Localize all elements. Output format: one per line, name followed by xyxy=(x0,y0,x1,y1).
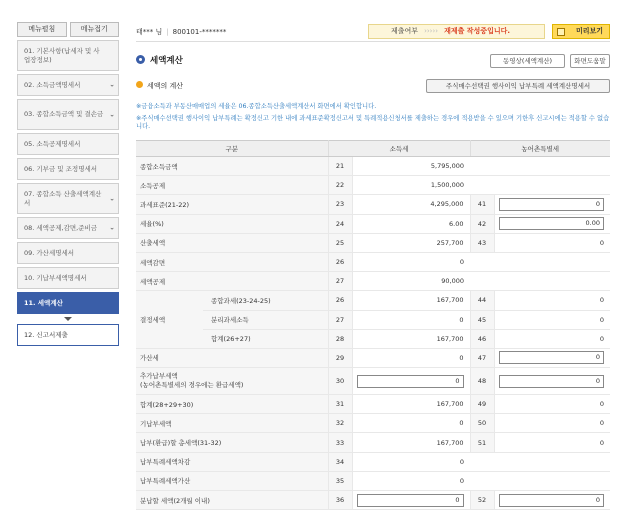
sidebar-item-label: 12. 신고서제출 xyxy=(24,330,68,339)
income-tax-value-cell: 0 xyxy=(352,471,470,490)
income-tax-value-cell: 0 xyxy=(352,452,470,471)
sidebar-item[interactable] xyxy=(17,133,119,155)
sidebar-item[interactable] xyxy=(17,40,119,71)
table-row xyxy=(136,176,610,195)
row-label-sub: (농어촌특별세의 경우에는 환급세액) xyxy=(140,381,244,390)
submission-status xyxy=(368,24,545,39)
sidebar-item[interactable] xyxy=(17,242,119,264)
row-label: 납부(환급)할 총세액(31-32) xyxy=(136,433,328,452)
sidebar-item[interactable] xyxy=(17,99,119,130)
row-code-rural: 45 xyxy=(470,310,494,329)
income-tax-value-cell: 257,700 xyxy=(352,233,470,252)
row-code: 29 xyxy=(328,348,352,367)
status-label: 제출여부 xyxy=(391,27,419,35)
chevron-down-icon[interactable]: ⌄ xyxy=(109,223,115,232)
income-tax-value-cell: 5,795,000 xyxy=(352,157,470,176)
sidebar-item-label: 11. 세액계산 xyxy=(24,298,63,307)
income-tax-value-cell: 0 xyxy=(352,414,470,433)
sidebar-item[interactable] xyxy=(17,74,119,96)
row-code: 35 xyxy=(328,471,352,490)
table-row xyxy=(136,348,610,367)
rural-tax-value-cell: 0 xyxy=(494,395,610,414)
income-tax-value-cell xyxy=(352,368,470,395)
header-rural-tax: 농어촌특별세 xyxy=(470,141,610,157)
status-dots: ››››› xyxy=(424,27,439,35)
header-income-tax: 소득세 xyxy=(328,141,470,157)
row-code-rural: 51 xyxy=(470,433,494,452)
rural-tax-value-input[interactable]: 0 xyxy=(499,351,605,364)
row-code: 32 xyxy=(328,414,352,433)
table-row xyxy=(136,214,610,233)
income-tax-value-input[interactable]: 0 xyxy=(357,494,464,507)
status-value: 재제출 작성중입니다. xyxy=(444,27,511,35)
row-label: 소득공제 xyxy=(136,176,328,195)
header xyxy=(136,22,610,42)
sidebar-item-label: 09. 가산세명세서 xyxy=(24,248,75,257)
income-tax-value-cell: 0 xyxy=(352,252,470,271)
rural-tax-value-input[interactable]: 0 xyxy=(499,198,605,211)
row-code-rural: 49 xyxy=(470,395,494,414)
sidebar-item[interactable] xyxy=(17,267,119,289)
row-label: 납부특례세액가산 xyxy=(136,471,328,490)
notice-stock-option: ※주식매수선택권 행사이익 납부특례는 확정신고 기한 내에 과세표준확정신고서 및 특례적용신청서를 제출하는 경우에 적용받을 수 있으며 기한후 신고시에는 적용할 수 없습니다. xyxy=(136,115,610,130)
row-code-rural: 52 xyxy=(470,491,494,510)
sidebar-item[interactable] xyxy=(17,292,119,314)
row-code: 26 xyxy=(328,291,352,310)
sidebar xyxy=(17,22,119,349)
row-code: 31 xyxy=(328,395,352,414)
table-row xyxy=(136,291,610,310)
header-category: 구분 xyxy=(136,141,328,157)
income-tax-value-cell: 0 xyxy=(352,348,470,367)
sidebar-item-label: 08. 세액공제,감면,준비금 xyxy=(24,223,98,232)
sidebar-item-label: 06. 기부금 및 조정명세서 xyxy=(24,164,98,173)
chevron-down-icon[interactable]: ⌄ xyxy=(109,194,115,202)
row-label: 과세표준(21-22) xyxy=(136,195,328,214)
table-row xyxy=(136,491,610,510)
row-code: 26 xyxy=(328,252,352,271)
income-tax-value-cell: 6.00 xyxy=(352,214,470,233)
arrow-down-icon xyxy=(64,317,72,321)
row-label: 종합과세(23-24-25) xyxy=(203,291,328,310)
row-code: 23 xyxy=(328,195,352,214)
rural-tax-value-cell xyxy=(494,195,610,214)
rural-tax-value-input[interactable]: 0 xyxy=(499,375,605,388)
table-row xyxy=(136,395,610,414)
chevron-down-icon[interactable]: ⌄ xyxy=(109,110,115,118)
stock-option-statement-button[interactable]: 주식매수선택권 행사이익 납부특례 세액계산명세서 xyxy=(426,79,610,93)
row-label: 세액감면 xyxy=(136,252,328,271)
user-name: 태*** 님 xyxy=(136,28,163,36)
preview-label: 미리보기 xyxy=(575,27,603,35)
row-label: 합계(26+27) xyxy=(203,329,328,348)
sidebar-item[interactable] xyxy=(17,183,119,214)
chevron-down-icon[interactable]: ⌄ xyxy=(109,80,115,89)
table-row xyxy=(136,452,610,471)
row-label: 세액공제 xyxy=(136,272,328,291)
table-row xyxy=(136,368,610,395)
tax-calculation-table xyxy=(136,140,610,510)
rural-tax-value-cell xyxy=(494,214,610,233)
row-label: 납부특례세액차감 xyxy=(136,452,328,471)
income-tax-value-cell: 4,295,000 xyxy=(352,195,470,214)
menu-collapse-button[interactable]: 메뉴접기 xyxy=(70,22,120,37)
income-tax-value-input[interactable]: 0 xyxy=(357,375,464,388)
rural-tax-empty xyxy=(470,452,610,471)
sidebar-item[interactable] xyxy=(17,217,119,239)
user-info: 태*** 님 | 800101-******* xyxy=(136,28,227,36)
rural-tax-value-cell xyxy=(494,491,610,510)
income-tax-value-cell: 0 xyxy=(352,310,470,329)
rural-tax-value-cell xyxy=(494,368,610,395)
sidebar-item-label: 01. 기본사항(납세자 및 사업장정보) xyxy=(24,46,100,64)
rural-tax-empty xyxy=(470,176,610,195)
table-row xyxy=(136,233,610,252)
help-button[interactable]: 화면도움말 xyxy=(570,54,610,68)
row-code: 34 xyxy=(328,452,352,471)
table-row xyxy=(136,329,610,348)
row-code-rural: 48 xyxy=(470,368,494,395)
user-id: 800101-******* xyxy=(172,28,227,36)
section-title: 세액의 계산 xyxy=(147,82,184,90)
rural-tax-empty xyxy=(470,157,610,176)
income-tax-value-cell: 90,000 xyxy=(352,272,470,291)
row-label: 세율(%) xyxy=(136,214,328,233)
row-code-rural: 41 xyxy=(470,195,494,214)
page-title: 세액계산 xyxy=(150,56,183,66)
row-code: 27 xyxy=(328,310,352,329)
preview-icon xyxy=(557,28,565,36)
rural-tax-value-cell: 0 xyxy=(494,291,610,310)
income-tax-value-cell: 167,700 xyxy=(352,291,470,310)
row-code-rural: 44 xyxy=(470,291,494,310)
rural-tax-value-input[interactable]: 0 xyxy=(499,494,605,507)
row-label: 종합소득금액 xyxy=(136,157,328,176)
sidebar-item-label: 02. 소득금액명세서 xyxy=(24,80,81,89)
row-code: 27 xyxy=(328,272,352,291)
row-label: 산출세액 xyxy=(136,233,328,252)
rural-tax-value-cell: 0 xyxy=(494,233,610,252)
video-button[interactable]: 동영상(세액계산) xyxy=(490,54,565,68)
rural-tax-value-cell xyxy=(494,348,610,367)
preview-button[interactable] xyxy=(552,24,610,39)
menu-expand-button[interactable]: 메뉴펼침 xyxy=(17,22,67,37)
rural-tax-empty xyxy=(470,471,610,490)
table-row xyxy=(136,272,610,291)
rural-tax-value-cell: 0 xyxy=(494,329,610,348)
section-bullet-icon xyxy=(136,81,143,88)
group-label-decision-tax: 결정세액 xyxy=(136,291,203,349)
sidebar-item[interactable] xyxy=(17,324,119,346)
table-row xyxy=(136,157,610,176)
rural-tax-value-cell: 0 xyxy=(494,414,610,433)
row-code: 36 xyxy=(328,491,352,510)
income-tax-value-cell: 167,700 xyxy=(352,329,470,348)
title-row xyxy=(136,52,610,68)
row-code: 30 xyxy=(328,368,352,395)
table-row xyxy=(136,471,610,490)
table-header-row xyxy=(136,141,610,157)
income-tax-value-cell: 1,500,000 xyxy=(352,176,470,195)
rural-tax-value-input[interactable]: 0.00 xyxy=(499,217,605,230)
table-row xyxy=(136,195,610,214)
row-code-rural: 47 xyxy=(470,348,494,367)
row-code: 25 xyxy=(328,233,352,252)
row-code-rural: 46 xyxy=(470,329,494,348)
table-row xyxy=(136,310,610,329)
sidebar-item-label: 07. 종합소득 산출세액계산서 xyxy=(24,189,102,207)
table-row xyxy=(136,414,610,433)
sidebar-item-label: 03. 종합소득금액 및 결손금 xyxy=(24,110,104,118)
table-row xyxy=(136,252,610,271)
income-tax-value-cell: 167,700 xyxy=(352,433,470,452)
income-tax-value-cell: 167,700 xyxy=(352,395,470,414)
row-code: 24 xyxy=(328,214,352,233)
title-bullet-icon xyxy=(136,55,145,64)
rural-tax-empty xyxy=(470,252,610,271)
section-row xyxy=(136,78,610,94)
sidebar-item[interactable] xyxy=(17,158,119,180)
rural-tax-value-cell: 0 xyxy=(494,433,610,452)
row-label-main: 추가납부세액 xyxy=(140,372,178,381)
row-code-rural: 42 xyxy=(470,214,494,233)
row-code: 21 xyxy=(328,157,352,176)
row-code: 22 xyxy=(328,176,352,195)
row-code-rural: 43 xyxy=(470,233,494,252)
sidebar-item-label: 10. 기납부세액명세서 xyxy=(24,273,87,282)
row-code: 33 xyxy=(328,433,352,452)
rural-tax-value-cell: 0 xyxy=(494,310,610,329)
rural-tax-empty xyxy=(470,272,610,291)
sidebar-item-label: 05. 소득공제명세서 xyxy=(24,139,81,148)
row-code-rural: 50 xyxy=(470,414,494,433)
row-label: 기납부세액 xyxy=(136,414,328,433)
income-tax-value-cell xyxy=(352,491,470,510)
row-label: 가산세 xyxy=(136,348,328,367)
table-row xyxy=(136,433,610,452)
sidebar-toggle-row xyxy=(17,22,119,37)
notice-financial-income: ※금융소득과 부동산매매업의 세율은 06.종합소득산출세액계산서 화면에서 확인합니다. xyxy=(136,103,377,110)
row-label: 합계(28+29+30) xyxy=(136,395,328,414)
row-label: 분리과세소득 xyxy=(203,310,328,329)
row-label: 분납할 세액(2개월 이내) xyxy=(136,491,328,510)
row-code: 28 xyxy=(328,329,352,348)
row-label xyxy=(136,368,328,395)
